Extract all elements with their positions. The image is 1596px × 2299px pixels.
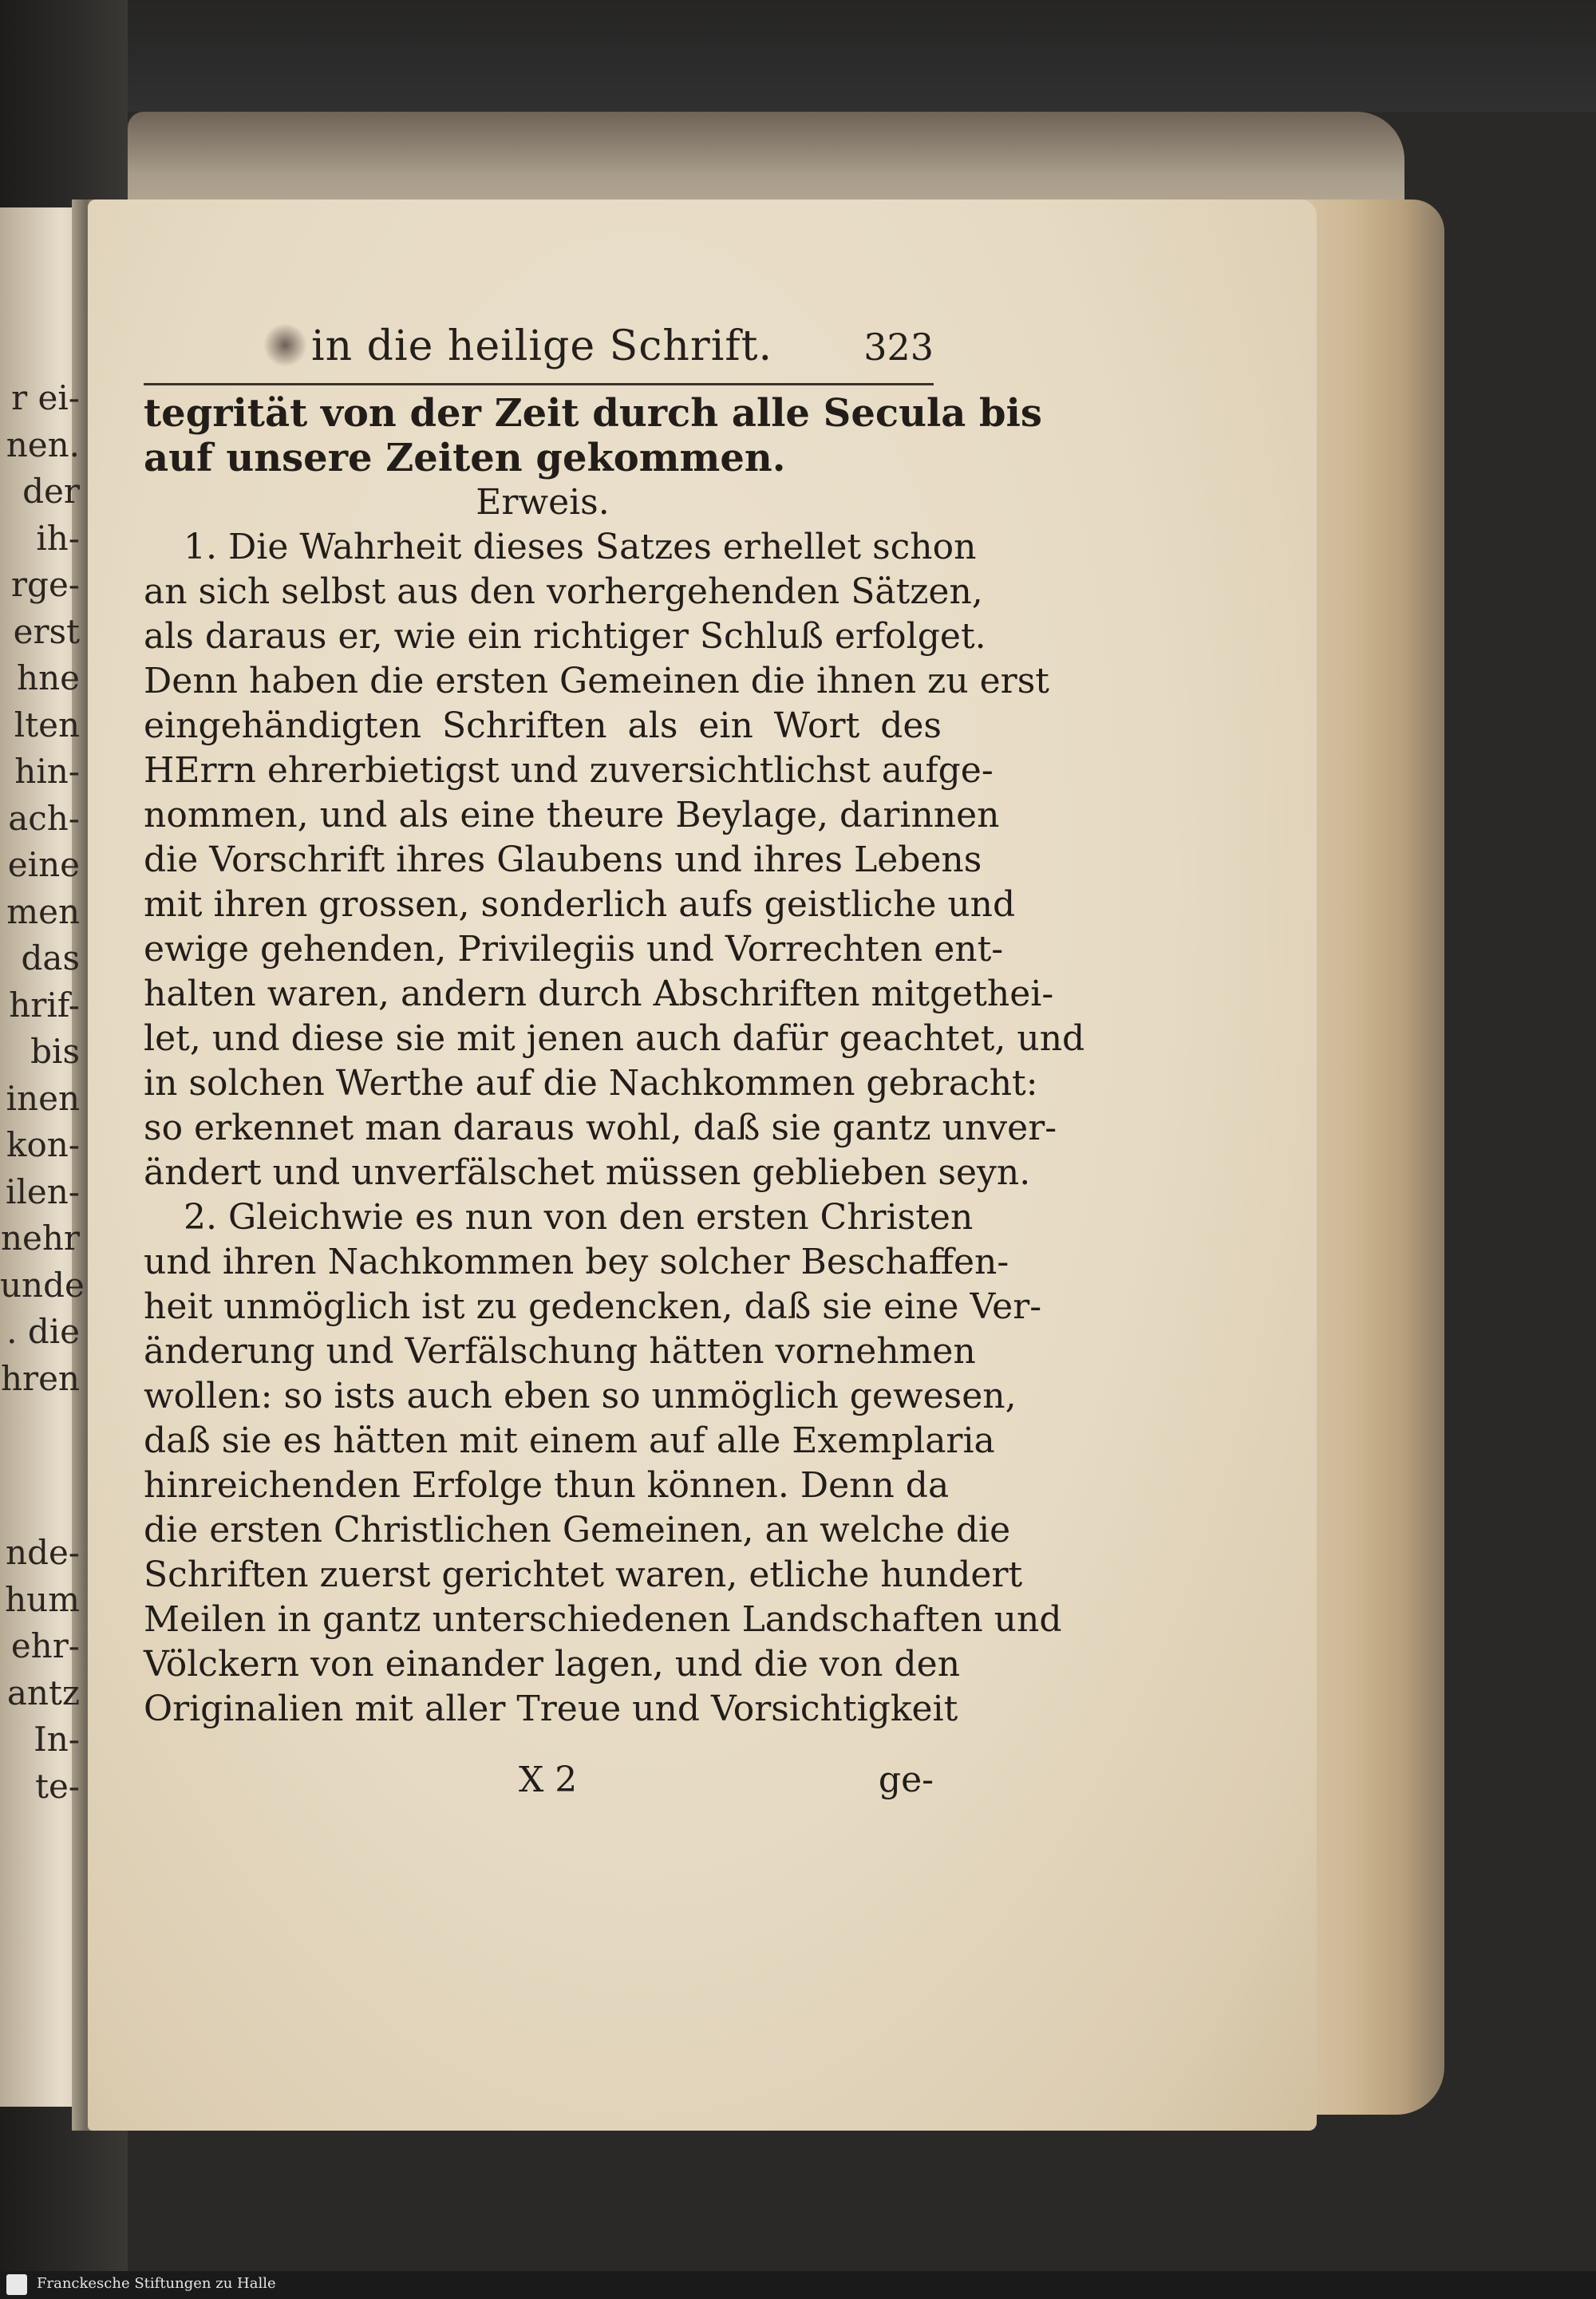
left-fragment: . die (6, 1312, 80, 1351)
left-fragment: bis (30, 1032, 80, 1071)
library-logo-icon (6, 2274, 27, 2295)
running-title: in die heilige Schrift. (311, 322, 773, 370)
text-line: in solchen Werthe auf die Nachkommen gebracht: (144, 1063, 1038, 1104)
text-line: auf unsere Zeiten gekommen. (144, 436, 786, 480)
left-fragment: hren (0, 1358, 80, 1398)
text-line: heit unmöglich ist zu gedencken, daß sie eine Ver- (144, 1286, 1042, 1327)
catchword: ge- (878, 1760, 934, 1800)
text-line: wollen: so ists auch eben so unmöglich gewesen, (144, 1376, 1017, 1416)
text-line: Originalien mit aller Treue und Vorsichtigkeit (144, 1689, 958, 1729)
left-fragment: nde- (6, 1533, 80, 1572)
left-fragment: ilen- (6, 1171, 80, 1211)
page-number: 323 (863, 326, 934, 369)
left-fragment: kon- (6, 1125, 80, 1164)
text-line: Denn haben die ersten Gemeinen die ihnen zu erst (144, 661, 1049, 701)
left-fragment: te- (35, 1766, 80, 1806)
text-line: tegrität von der Zeit durch alle Secula bis (144, 391, 1042, 436)
text-line: änderung und Verfälschung hätten vornehmen (144, 1331, 976, 1372)
text-line: die ersten Christlichen Gemeinen, an welche die (144, 1510, 1011, 1550)
left-fragment: men (6, 891, 80, 931)
scan-background (0, 0, 1596, 112)
left-fragment: ih- (36, 518, 80, 558)
left-fragment: ach- (8, 798, 80, 838)
text-line: die Vorschrift ihres Glaubens und ihres Lebens (144, 839, 982, 880)
text-line: halten waren, andern durch Abschriften mitgethei- (144, 974, 1054, 1014)
credit-bar (0, 2271, 1596, 2299)
left-fragment: nen. (6, 425, 80, 464)
section-heading: Erweis. (476, 482, 610, 523)
left-fragment: erst (13, 611, 80, 651)
text-line: hinreichenden Erfolge thun können. Denn da (144, 1465, 950, 1506)
page-body (144, 391, 1085, 1732)
left-fragment: das (21, 938, 80, 978)
text-line: Völckern von einander lagen, und die von den (144, 1644, 961, 1685)
text-line: daß sie es hätten mit einem auf alle Exemplaria (144, 1420, 995, 1461)
left-fragment: hin- (14, 752, 80, 791)
page-footer (144, 1760, 934, 1807)
text-line: Meilen in gantz unterschiedenen Landschaften und (144, 1599, 1062, 1640)
text-line: mit ihren grossen, sonderlich aufs geistliche und (144, 884, 1016, 925)
left-fragment: hrif- (9, 985, 80, 1025)
text-line: so erkennet man daraus wohl, daß sie gantz unver- (144, 1108, 1057, 1148)
left-fragment: rge- (10, 565, 80, 604)
text-line: als daraus er, wie ein richtiger Schluß erfolget. (144, 616, 986, 657)
text-line: ewige gehenden, Privilegiis und Vorrechten ent- (144, 929, 1004, 970)
text-line: Schriften zuerst gerichtet waren, etliche hundert (144, 1554, 1023, 1595)
text-line: 1. Die Wahrheit dieses Satzes erhellet schon (184, 527, 977, 567)
text-line: let, und diese sie mit jenen auch dafür geachtet, und (144, 1018, 1085, 1059)
credit-text: Franckesche Stiftungen zu Halle (37, 2275, 276, 2292)
left-fragment: In- (34, 1720, 80, 1759)
left-fragment: antz (6, 1673, 80, 1712)
left-fragment: lten (14, 705, 80, 745)
left-fragment: hum (5, 1579, 80, 1619)
left-fragment: der (22, 472, 80, 511)
text-line: nommen, und als eine theure Beylage, darinnen (144, 795, 1000, 835)
text-line: HErrn ehrerbietigst und zuversichtlichst aufge- (144, 750, 994, 791)
left-gap (0, 1402, 80, 1530)
text-line: ändert und unverfälschet müssen geblieben seyn. (144, 1152, 1031, 1193)
text-line: eingehändigten Schriften als ein Wort des (144, 705, 942, 746)
left-fragment: r ei- (11, 378, 80, 417)
left-fragment: unde (0, 1265, 85, 1305)
signature-mark: X 2 (519, 1760, 578, 1800)
left-fragment: ehr- (10, 1626, 80, 1665)
left-fragment: eine (7, 845, 80, 884)
text-line: und ihren Nachkommen bey solcher Beschaffen- (144, 1242, 1009, 1282)
page-header (144, 319, 934, 385)
left-fragment: inen (6, 1078, 80, 1118)
text-line: an sich selbst aus den vorhergehenden Sätzen, (144, 571, 983, 612)
left-fragment: hne (17, 658, 80, 697)
text-line: 2. Gleichwie es nun von den ersten Christen (184, 1197, 974, 1238)
left-fragment: nehr (0, 1219, 80, 1258)
left-page-text (0, 375, 85, 1810)
